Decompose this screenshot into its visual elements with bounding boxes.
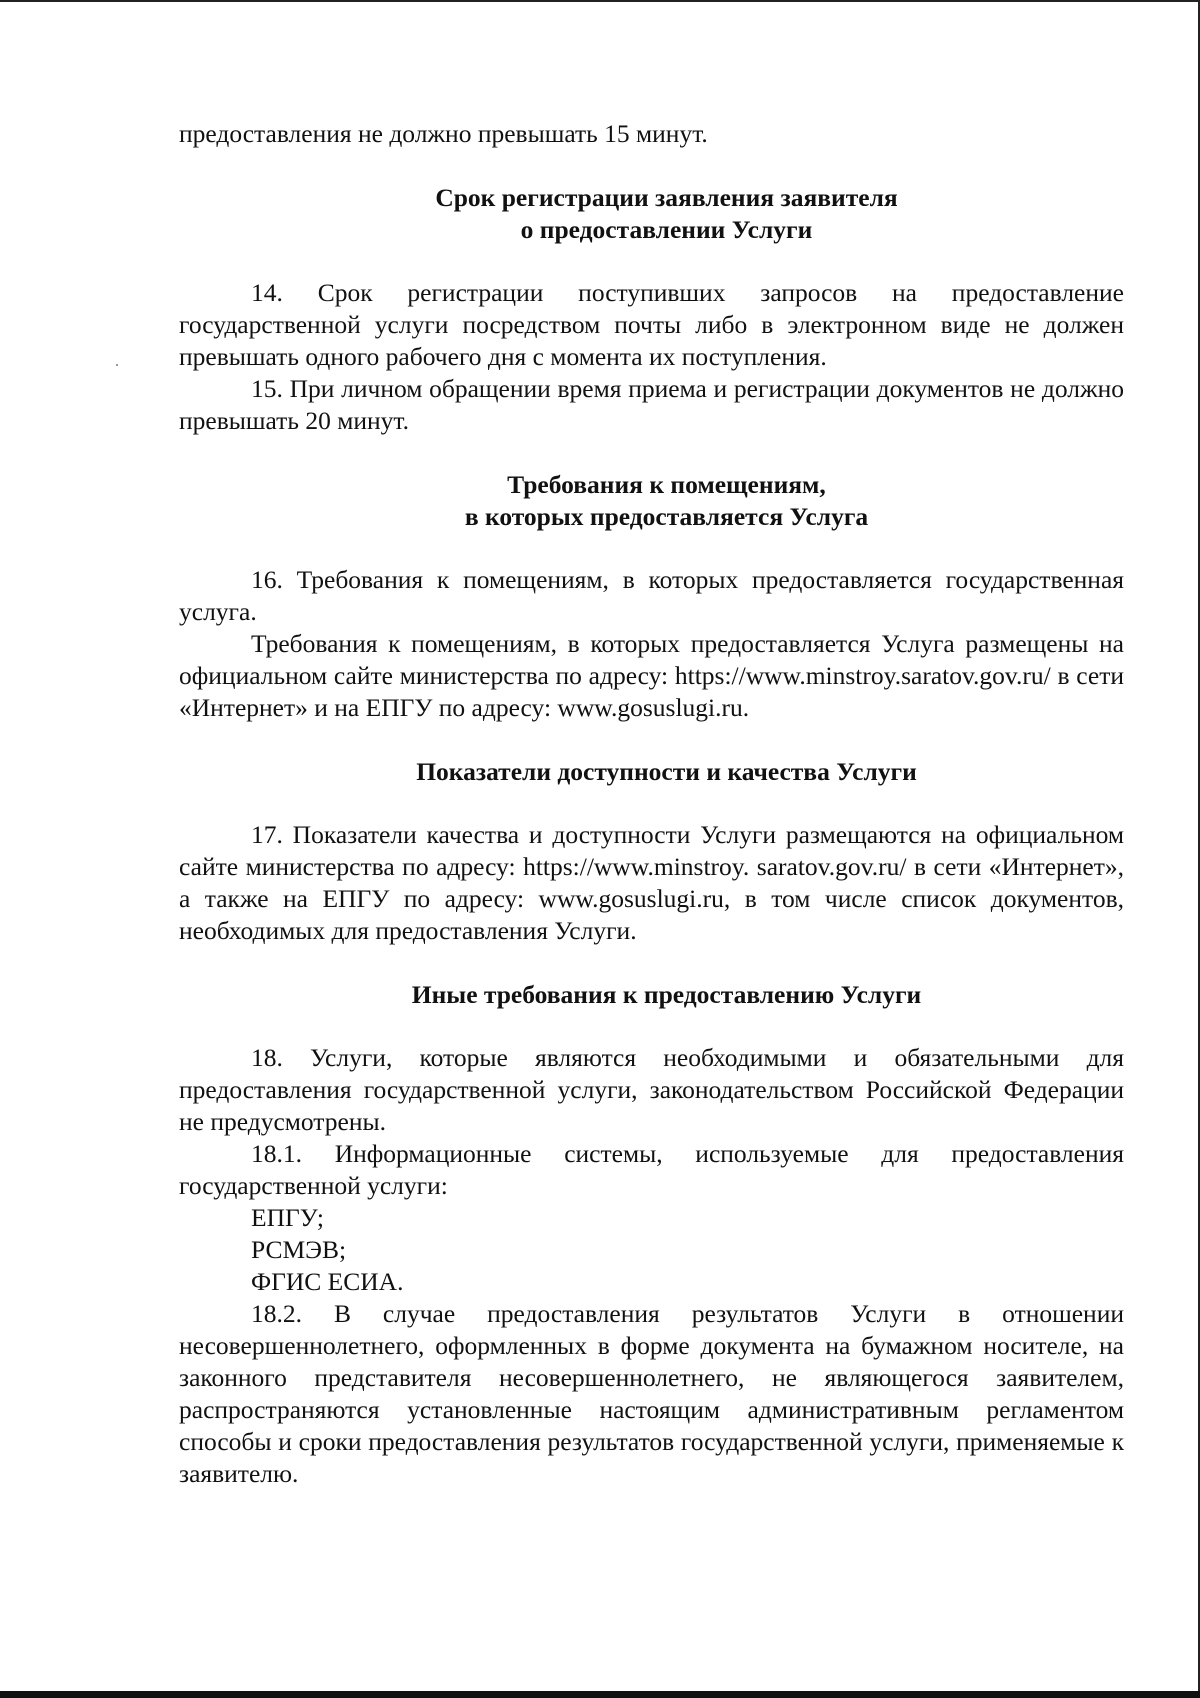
paragraph-18-2: 18.2. В случае предоставления результатов Услуги в отношении несовершеннолетнего, оформленных в форме документа на бумажном носителе, на законного представителя несовершеннолетнего, не являющегося заявителем, распространяются установленные настоящим административным регламентом способы и сроки предоставления результатов государственной услуги, применяемые к заявителю. bbox=[179, 1299, 1124, 1488]
paragraph-17: 17. Показатели качества и доступности Услуги размещаются на официальном сайте министерства по адресу: https://www.minstroy. saratov.gov.ru/ в сети «Интернет», а также на ЕПГУ по адресу: www.gosuslugi.ru, в том числе список документов, необходимых для предоставления Услуги. bbox=[179, 820, 1124, 945]
heading-registration-term bbox=[179, 182, 1124, 246]
heading-premises-requirements bbox=[179, 469, 1124, 533]
system-list-item: ФГИС ЕСИА. bbox=[251, 1267, 404, 1296]
paragraph-14: 14. Срок регистрации поступивших запросов на предоставление государственной услуги посредством почты либо в электронном виде не должен превышать одного рабочего дня с момента их поступления. bbox=[179, 278, 1124, 371]
heading-line: в которых предоставляется Услуга bbox=[464, 502, 869, 531]
heading-line: Иные требования к предоставлению Услуги bbox=[411, 980, 922, 1009]
spacer bbox=[179, 246, 1124, 277]
spacer bbox=[179, 533, 1124, 564]
heading-line: Требования к помещениям, bbox=[507, 470, 826, 499]
system-list-item: ЕПГУ; bbox=[251, 1203, 324, 1232]
spacer bbox=[179, 437, 1124, 469]
scan-speck bbox=[116, 364, 118, 366]
intro-tail-paragraph: предоставления не должно превышать 15 минут. bbox=[179, 119, 708, 148]
paragraph-18: 18. Услуги, которые являются необходимыми и обязательными для предоставления государственной услуги, законодательством Российской Федерации не предусмотрены. bbox=[179, 1043, 1124, 1136]
scan-edge-top bbox=[0, 0, 1200, 2]
heading-other-requirements bbox=[179, 979, 1124, 1011]
paragraph-16: 16. Требования к помещениям, в которых предоставляется государственная услуга. bbox=[179, 565, 1124, 626]
spacer bbox=[179, 947, 1124, 979]
heading-quality-indicators bbox=[179, 756, 1124, 788]
paragraph-15: 15. При личном обращении время приема и регистрации документов не должно превышать 20 минут. bbox=[179, 374, 1124, 435]
spacer bbox=[179, 150, 1124, 182]
paragraph-18-1: 18.1. Информационные системы, используемые для предоставления государственной услуги: bbox=[179, 1139, 1124, 1200]
scan-edge-bottom bbox=[0, 1691, 1200, 1698]
paragraph-16-detail: Требования к помещениям, в которых предоставляется Услуга размещены на официальном сайте министерства по адресу: https://www.minstroy.saratov.gov.ru/ в сети «Интернет» и на ЕПГУ по адресу: www.gosuslugi.ru. bbox=[179, 629, 1124, 722]
heading-line: Срок регистрации заявления заявителя bbox=[435, 183, 898, 212]
document-page bbox=[179, 118, 1124, 1490]
heading-line: Показатели доступности и качества Услуги bbox=[416, 757, 917, 786]
spacer bbox=[179, 788, 1124, 819]
heading-line: о предоставлении Услуги bbox=[520, 215, 813, 244]
system-list-item: РСМЭВ; bbox=[251, 1235, 347, 1264]
spacer bbox=[179, 724, 1124, 756]
spacer bbox=[179, 1011, 1124, 1042]
